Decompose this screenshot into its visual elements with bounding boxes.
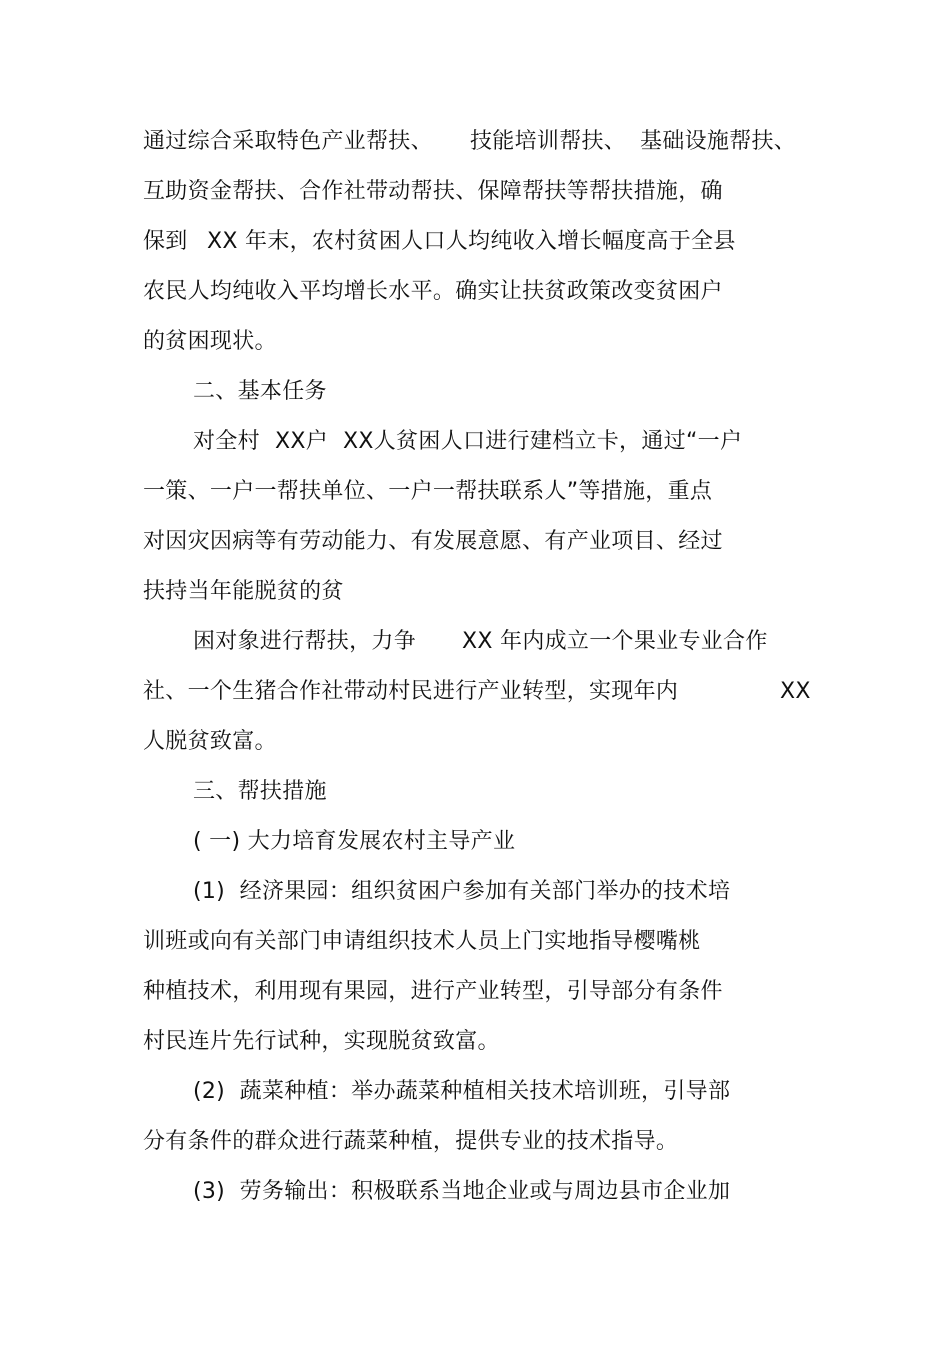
text-line: 对因灾因病等有劳动能力、有发展意愿、有产业项目、经过 bbox=[143, 529, 723, 554]
text-line: XX 年内成立一个果业专业合作 bbox=[462, 629, 768, 654]
text-line: 分有条件的群众进行蔬菜种植，提供专业的技术指导。 bbox=[143, 1129, 679, 1154]
text-line: 通过综合采取特色产业帮扶、 bbox=[143, 129, 433, 154]
text-line: 村民连片先行试种，实现脱贫致富。 bbox=[143, 1029, 500, 1054]
text-line: 困对象进行帮扶，力争 bbox=[193, 629, 417, 654]
subsection-heading: ( 一) 大力培育发展农村主导产业 bbox=[193, 829, 516, 854]
text-line: XX人贫困人口进行建档立卡，通过“一户 bbox=[343, 429, 743, 454]
text-line: XX户 bbox=[275, 429, 329, 454]
text-line: 训班或向有关部门申请组织技术人员上门实地指导樱嘴桃 bbox=[143, 929, 701, 954]
text-line: (1) 经济果园：组织贫困户参加有关部门举办的技术培 bbox=[193, 879, 731, 904]
text-line: 基础设施帮扶、 bbox=[640, 129, 797, 154]
text-line: (3) 劳务输出：积极联系当地企业或与周边县市企业加 bbox=[193, 1179, 731, 1204]
text-line: 社、一个生猪合作社带动村民进行产业转型，实现年内 bbox=[143, 679, 679, 704]
text-line: 保到 bbox=[143, 229, 188, 254]
text-line: 对全村 bbox=[193, 429, 260, 454]
text-line: 互助资金帮扶、合作社带动帮扶、保障帮扶等帮扶措施，确 bbox=[143, 179, 723, 204]
text-line: 农民人均纯收入平均增长水平。确实让扶贫政策改变贫困户 bbox=[143, 279, 723, 304]
text-line: 一策、一户一帮扶单位、一户一帮扶联系人”等措施，重点 bbox=[143, 479, 713, 504]
section-heading: 三、帮扶措施 bbox=[193, 779, 327, 804]
text-line: 的贫困现状。 bbox=[143, 329, 277, 354]
text-line: 技能培训帮扶、 bbox=[470, 129, 627, 154]
text-line: 扶持当年能脱贫的贫 bbox=[143, 579, 344, 604]
section-heading: 二、基本任务 bbox=[193, 379, 327, 404]
text-line: (2) 蔬菜种植：举办蔬菜种植相关技术培训班，引导部 bbox=[193, 1079, 731, 1104]
text-line: XX bbox=[780, 679, 811, 704]
text-line: XX 年末，农村贫困人口人均纯收入增长幅度高于全县 bbox=[207, 229, 736, 254]
text-line: 人脱贫致富。 bbox=[143, 729, 277, 754]
text-line: 种植技术，利用现有果园，进行产业转型，引导部分有条件 bbox=[143, 979, 723, 1004]
